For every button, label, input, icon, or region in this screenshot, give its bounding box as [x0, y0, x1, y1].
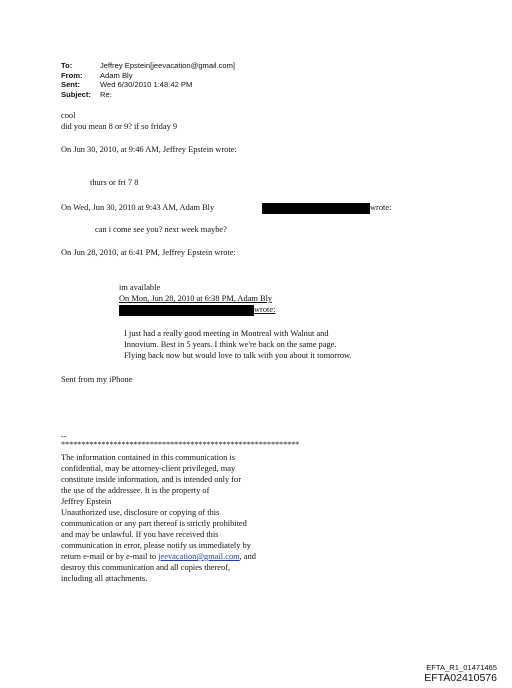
to-value: Jeffrey Epstein[jeevacation@gmail.com] — [100, 61, 236, 70]
disclaimer-line: confidential, may be attorney-client privileged, may — [61, 464, 236, 473]
disclaimer-line: communication or any part thereof is strictly prohibited — [61, 519, 247, 528]
disclaimer-dashes: -- — [61, 432, 67, 441]
disclaimer-line: destroy this communication and all copies thereof, — [61, 563, 231, 572]
redaction-bar — [119, 305, 254, 316]
from-label: From: — [61, 70, 83, 80]
sent-value: Wed 6/30/2010 1:48:42 PM — [100, 80, 193, 90]
quote4-line: Flying back now but would love to talk with you about it tomorrow. — [124, 351, 352, 360]
quote3-text: im available — [119, 283, 161, 292]
subject-value: Re: — [100, 89, 112, 99]
subject-label: Subject: — [61, 89, 91, 99]
quote3-header: On Jun 28, 2010, at 6:41 PM, Jeffrey Epstein wrote: — [61, 248, 236, 257]
disclaimer-line: constitute inside information, and is intended only for — [61, 475, 242, 484]
footer-ref-large: EFTA02410576 — [424, 672, 497, 684]
quote1-header: On Jun 30, 2010, at 9:46 AM, Jeffrey Epstein wrote: — [61, 145, 237, 154]
disclaimer-line: The information contained in this communication is — [61, 453, 235, 462]
quote4-header: On Mon, Jun 28, 2010 at 6:38 PM, Adam Bly — [119, 294, 273, 303]
body-line-question: did you mean 8 or 9? if so friday 9 — [61, 122, 178, 131]
disclaimer-line: communication in error, please notify us immediately by — [61, 541, 251, 550]
from-value: Adam Bly — [100, 70, 133, 80]
disclaimer-line: and may be unlawful. If you have received this — [61, 530, 219, 539]
quote4-line: I just had a really good meeting in Montreal with Walnut and — [124, 329, 329, 338]
disclaimer-stars: *********************************************************** — [61, 440, 300, 449]
email-header — [61, 61, 235, 99]
quote2-header — [61, 203, 214, 214]
quote2-header-start: On Wed, Jun 30, 2010 at 9:43 AM, Adam Bly — [61, 203, 215, 212]
quote4-line: Innovium. Best in 5 years. I think we're back on the same page. — [124, 340, 337, 349]
disclaimer-line: Unauthorized use, disclosure or copying of this — [61, 508, 220, 517]
redaction-bar — [262, 203, 370, 214]
disclaimer-line: Jeffrey Epstein — [61, 497, 112, 506]
quote2-text: can i come see you? next week maybe? — [95, 225, 227, 234]
body-line-cool: cool — [61, 111, 76, 120]
quote2-header-end: wrote: — [370, 203, 392, 212]
from-row — [61, 71, 235, 81]
to-label: To: — [61, 61, 73, 70]
signature: Sent from my iPhone — [61, 375, 133, 384]
quote1-text: thurs or fri 7 8 — [90, 178, 139, 187]
disclaimer-line-email — [61, 552, 256, 563]
sent-label: Sent: — [61, 80, 80, 90]
sent-row — [61, 80, 235, 90]
disclaimer-line: including all attachments. — [61, 574, 148, 583]
footer-ref-small: EFTA_R1_01471465 — [426, 663, 497, 672]
disclaimer-line-start: return e-mail or by e-mail to — [61, 552, 159, 561]
email-link[interactable]: jeevacation@gmail.com — [158, 552, 240, 561]
quote4-header-end: wrote: — [254, 305, 276, 314]
subject-row — [61, 90, 235, 100]
to-row — [61, 61, 235, 71]
disclaimer-line: the use of the addressee. It is the property of — [61, 486, 210, 495]
disclaimer-line-end: , and — [239, 552, 256, 561]
